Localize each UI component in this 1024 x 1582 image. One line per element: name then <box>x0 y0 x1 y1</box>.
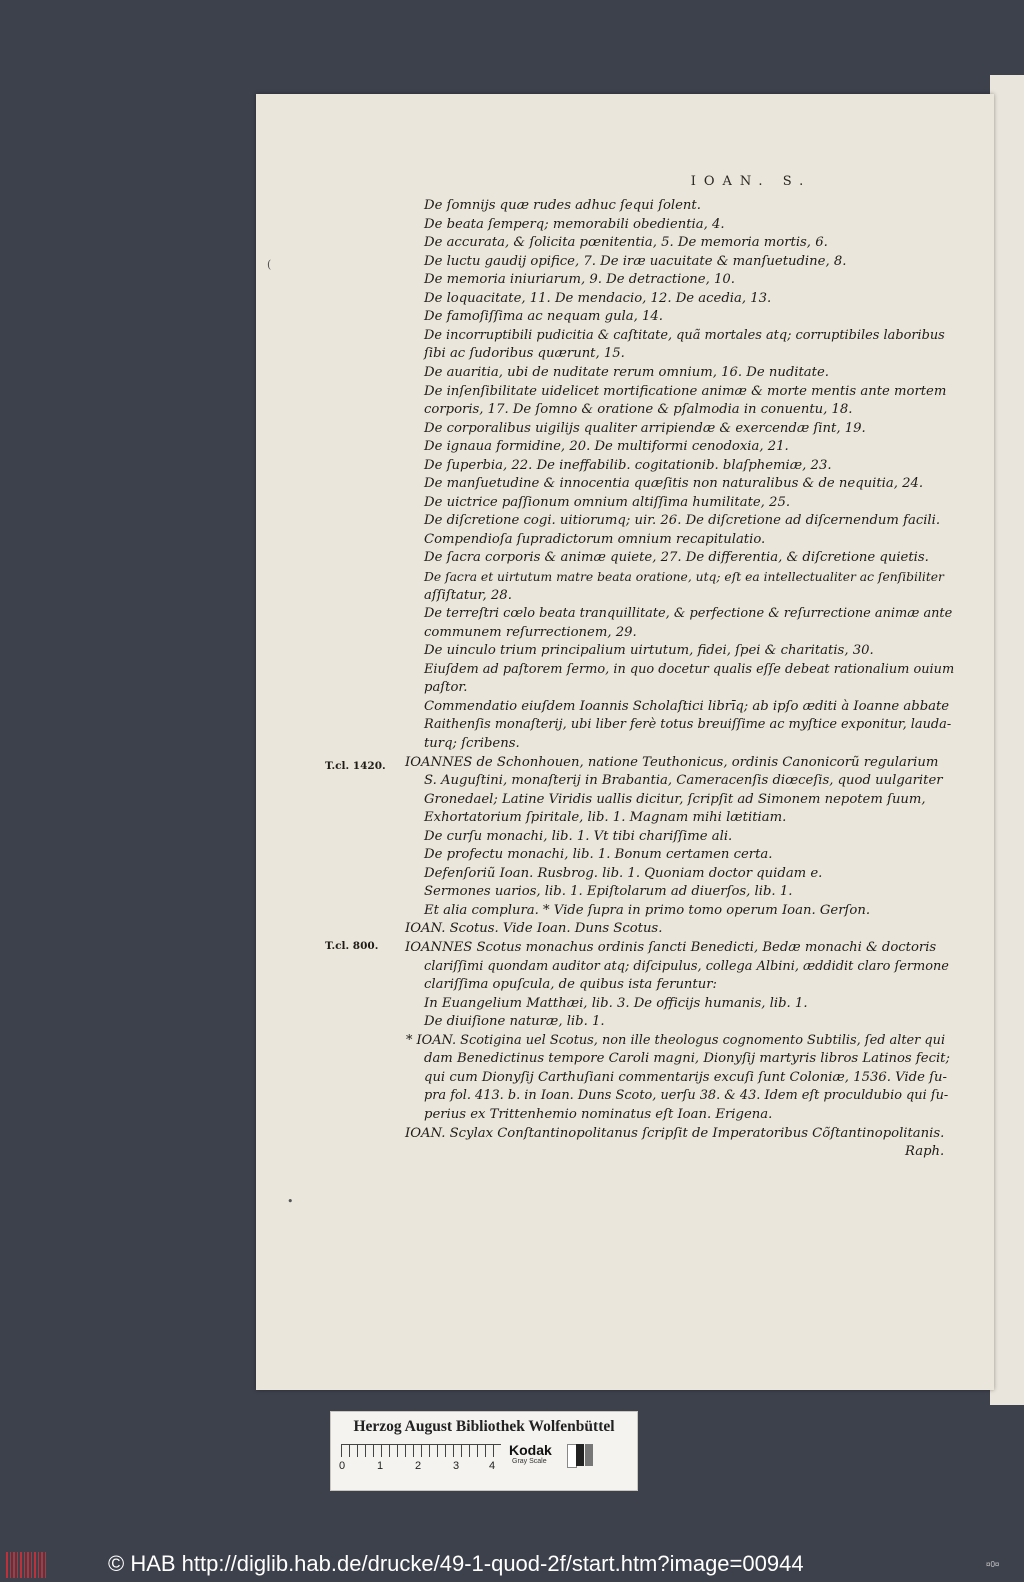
text-line: De uictrice paſſionum omnium altiſſima humilitate, 25. <box>424 494 791 510</box>
text-line: aſſiſtatur, 28. <box>424 587 512 603</box>
gray-scale-label: Gray Scale <box>512 1458 547 1465</box>
margin-note: T.cl. 800. <box>325 940 379 952</box>
text-line: Raph. <box>905 1144 945 1160</box>
text-line: Exhortatorium ſpiritale, lib. 1. Magnam mihi lætitiam. <box>424 810 787 826</box>
text-line: Raithenſis monaſterij, ubi liber ferè totus breuiſſime ac myſtice exponitur, lauda- <box>424 717 952 733</box>
page-mark: ( <box>267 258 272 271</box>
text-line: ſibi ac ſudoribus quærunt, 15. <box>424 346 625 362</box>
scale-number: 2 <box>415 1460 422 1472</box>
scale-number: 3 <box>453 1460 460 1472</box>
margin-note: T.cl. 1420. <box>325 760 386 772</box>
text-line: De ſomnijs quæ rudes adhuc ſequi ſolent. <box>424 198 701 213</box>
text-line: De diſcretione cogi. uitiorumq; uir. 26. De diſcretione ad diſcernendum facili. <box>424 513 941 529</box>
text-line: De profectu monachi, lib. 1. Bonum certamen certa. <box>424 847 773 863</box>
gray-swatch <box>585 1444 593 1466</box>
text-line: De loquacitate, 11. De mendacio, 12. De acedia, 13. <box>424 290 772 306</box>
text-line: De memoria iniuriarum, 9. De detractione, 10. <box>424 272 735 288</box>
text-line: De auaritia, ubi de nuditate rerum omnium, 16. De nuditate. <box>424 364 829 380</box>
text-line: perius ex Trittenhemio nominatus eſt Ioan. Erigena. <box>424 1106 773 1122</box>
text-line: In Euangelium Matthæi, lib. 3. De officijs humanis, lib. 1. <box>424 995 808 1011</box>
text-line: turq; ſcribens. <box>424 735 520 751</box>
text-line: paſtor. <box>424 680 468 696</box>
text-line: Et alia complura. * Vide ſupra in primo tomo operum Ioan. Gerſon. <box>424 902 871 918</box>
text-line: De curſu monachi, lib. 1. Vt tibi chariſſime ali. <box>424 828 733 844</box>
gray-swatch <box>576 1444 584 1466</box>
text-line: dam Benedictinus tempore Caroli magni, Dionyſij martyris libros Latinos fecit; <box>424 1051 950 1067</box>
page-mark: • <box>287 1195 294 1208</box>
text-line: Eiuſdem ad paſtorem ſermo, in quo docetur qualis eſſe debeat rationalium ouium <box>424 661 955 677</box>
text-line: IOAN. Scylax Conſtantinopolitanus ſcripſit de Imperatoribus Cõſtantinopolitanis. <box>405 1125 945 1141</box>
text-line: qui cum Dionyſij Carthuſiani commentarijs excuſi ſunt Coloniæ, 1536. Vide ſu- <box>424 1069 947 1085</box>
facing-page-edge <box>990 75 1024 1405</box>
text-line: Compendioſa ſupradictorum omnium recapitulatio. <box>424 531 766 547</box>
scale-number: 1 <box>377 1460 384 1472</box>
copyright-url: © HAB http://diglib.hab.de/drucke/49-1-quod-2f/start.htm?image=00944 <box>108 1551 804 1576</box>
text-line: Commendatio eiuſdem Ioannis Scholaſtici librīq; ab ipſo æditi à Ioanne abbate <box>424 698 950 714</box>
text-line: De uinculo trium principalium uirtutum, fidei, ſpei & charitatis, 30. <box>424 643 874 659</box>
text-line: De ſuperbia, 22. De ineffabilib. cogitationib. blaſphemiæ, 23. <box>424 457 832 473</box>
library-name: Herzog August Bibliothek Wolfenbüttel <box>353 1418 615 1435</box>
text-line: Defenſoriũ Ioan. Rusbrog. lib. 1. Quoniam doctor quidam e. <box>424 865 823 881</box>
footer-bar <box>0 1548 1024 1582</box>
barcode-icon <box>6 1552 48 1578</box>
text-line: clariſſimi quondam auditor atq; diſcipulus, collega Albini, æddidit claro ſermone <box>424 958 949 974</box>
text-line: De accurata, & ſolicita pœnitentia, 5. De memoria mortis, 6. <box>424 235 828 251</box>
text-line: De corporalibus uigilijs qualiter arripiendæ & exercendæ ſint, 19. <box>424 420 866 436</box>
text-line: De ſacra corporis & animæ quiete, 27. De differentia, & diſcretione quietis. <box>424 550 929 566</box>
text-line: clariſſima opuſcula, de quibus ista feruntur: <box>424 977 717 993</box>
text-line: Gronedael; Latine Viridis uallis dicitur, ſcripſit ad Simonem nepotem ſuum, <box>424 791 926 807</box>
text-line: pra fol. 413. b. in Ioan. Duns Scoto, uerſu 38. & 43. Idem eſt proculdubio qui ſu- <box>424 1088 949 1104</box>
text-line: De manſuetudine & innocentia quæſitis non naturalibus & de nequitia, 24. <box>424 476 924 492</box>
library-scale-card <box>330 1411 638 1491</box>
text-line: IOANNES de Schonhouen, natione Teuthonicus, ordinis Canonicorũ regularium <box>405 754 939 770</box>
text-line: De ſacra et uirtutum matre beata oratione, utq; eſt ea intellectualiter ac ſenſibiliter <box>424 570 944 584</box>
text-line: De luctu gaudij opifice, 7. De iræ uacuitate & manſuetudine, 8. <box>424 253 847 269</box>
text-line: De terreſtri cœlo beata tranquillitate, & perfectione & reſurrectione animæ ante <box>424 606 953 622</box>
text-line: De diuiſione naturæ, lib. 1. <box>424 1014 605 1030</box>
text-line: De inſenſibilitate uidelicet mortificatione animæ & morte mentis ante mortem <box>424 383 947 399</box>
footer-code: ¤0¤ <box>986 1560 1000 1569</box>
text-line: De famoſiſſima ac nequam gula, 14. <box>424 309 663 325</box>
text-line: De beata ſemperq; memorabili obedientia, 4. <box>424 216 725 232</box>
ruler-scale <box>341 1444 501 1458</box>
text-line: IOANNES Scotus monachus ordinis ſancti Benedicti, Bedæ monachi & doctoris <box>405 940 937 955</box>
text-line: S. Auguſtini, monaſterij in Brabantia, Cameracenſis diœceſis, quod uulgariter <box>424 773 943 789</box>
text-line: corporis, 17. De ſomno & oratione & pſalmodia in conuentu, 18. <box>424 402 853 418</box>
scale-number: 0 <box>339 1460 346 1472</box>
text-line: Sermones uarios, lib. 1. Epiſtolarum ad diuerſos, lib. 1. <box>424 884 793 900</box>
scale-number: 4 <box>489 1460 496 1472</box>
text-line: De incorruptibili pudicitia & caſtitate, quã mortales atq; corruptibiles laboribus <box>424 327 945 343</box>
kodak-logo: Kodak <box>509 1442 552 1458</box>
text-line: communem reſurrectionem, 29. <box>424 624 637 640</box>
text-line: IOAN. Scotus. Vide Ioan. Duns Scotus. <box>405 921 663 937</box>
text-line: * IOAN. Scotigina uel Scotus, non ille theologus cognomento Subtilis, ſed alter qui <box>406 1032 946 1048</box>
running-head: IOAN. S. <box>690 174 812 189</box>
text-line: De ignaua formidine, 20. De multiformi cenodoxia, 21. <box>424 439 789 455</box>
